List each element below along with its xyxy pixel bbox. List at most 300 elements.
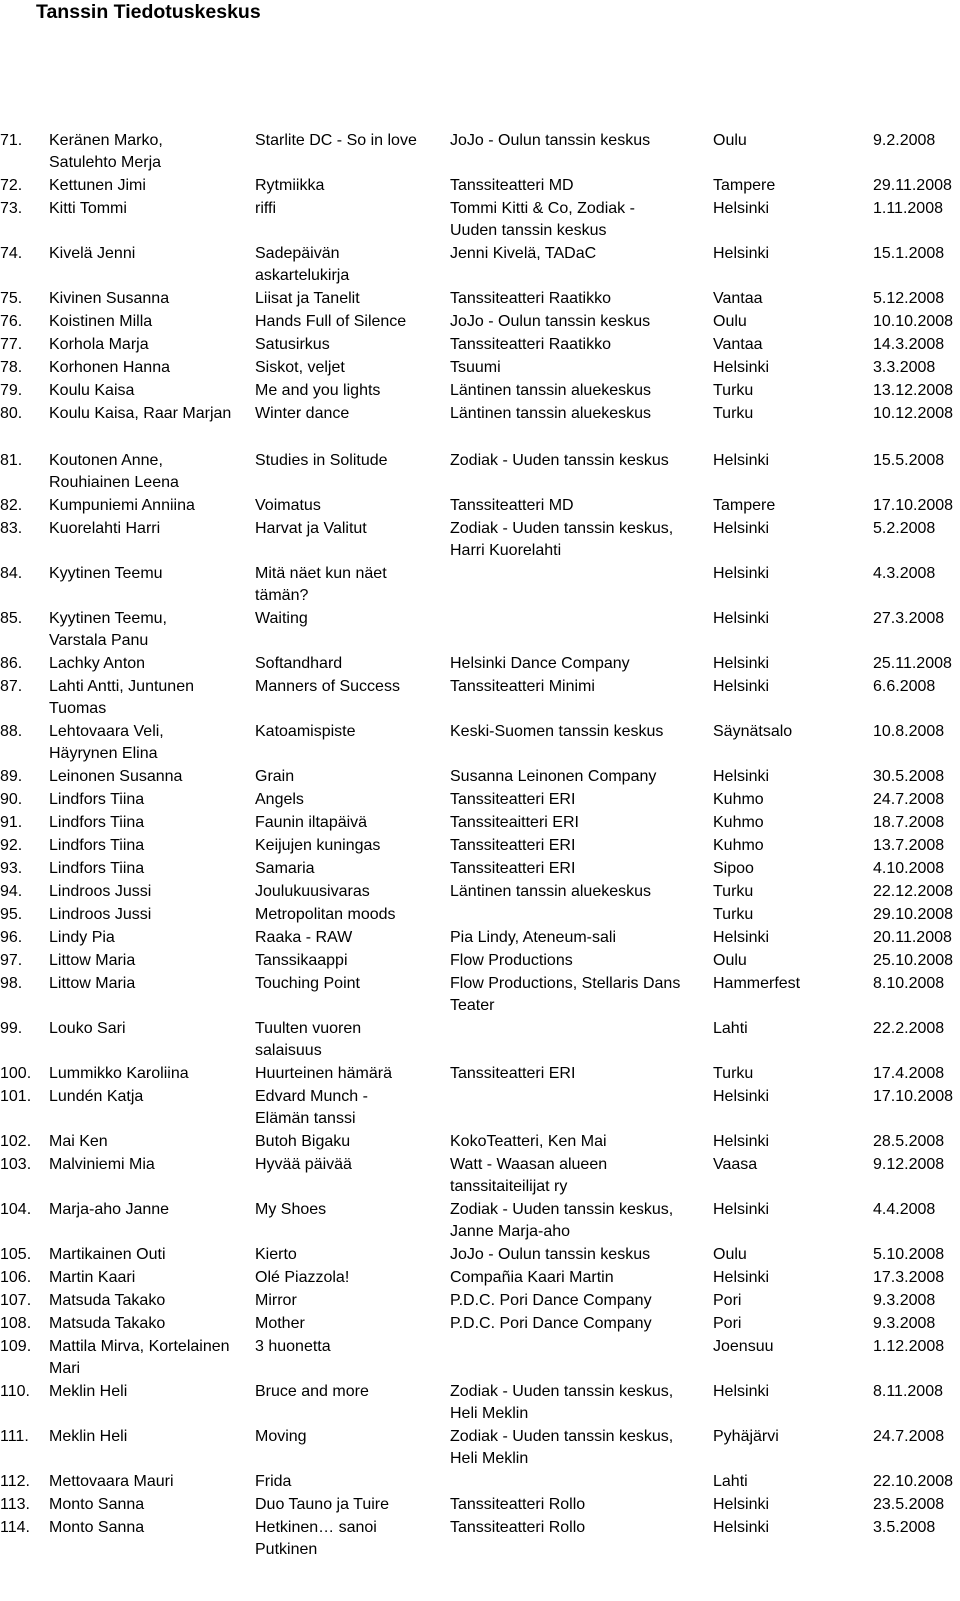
entry-organizer [450,130,710,152]
entry-work-title [255,973,443,995]
entry-date-line: 13.12.2008 [873,382,954,399]
entry-date [873,1267,958,1289]
entry-organizer [450,450,710,472]
entry-city [713,1154,843,1176]
entry-choreographer-line: Meklin Heli [49,1428,128,1445]
entry-date [873,1244,958,1266]
entry-work-title [255,495,443,517]
entry-work-title [255,518,443,540]
entry-date [873,608,958,630]
entry-city [713,198,843,220]
entry-date [873,653,958,675]
list-item [0,1018,960,1063]
entry-date [873,380,958,402]
entry-date-line: 9.2.2008 [873,132,936,149]
entry-organizer [450,721,710,743]
entry-number [0,1018,48,1040]
entry-choreographer [49,450,247,494]
entry-number [0,904,48,926]
entry-number-line: 104. [0,1201,32,1218]
entry-city-line: Hammerfest [713,975,801,992]
entry-choreographer-line: Martin Kaari [49,1269,136,1286]
entry-choreographer [49,676,247,720]
list-item [0,357,960,380]
entry-city-line: Oulu [713,952,747,969]
entry-choreographer [49,766,247,788]
list-item [0,1517,960,1562]
entry-work-title-line: Moving [255,1428,307,1445]
entry-organizer-line: Keski-Suomen tanssin keskus [450,723,664,740]
entry-date-line: 29.11.2008 [873,177,952,194]
entry-choreographer-line: Koistinen Milla [49,313,153,330]
entry-date [873,812,958,834]
entry-organizer-line: Heli Meklin [450,1405,529,1422]
entry-city-line: Helsinki [713,1201,770,1218]
entry-work-title [255,721,443,743]
entry-choreographer-line: Lindroos Jussi [49,883,152,900]
entry-date-line: 17.4.2008 [873,1065,945,1082]
entry-work-title-line: Kierto [255,1246,297,1263]
page-title: Tanssin Tiedotuskeskus [36,1,261,23]
entry-date-line: 23.5.2008 [873,1496,945,1513]
entry-work-title-line: Voimatus [255,497,321,514]
entry-city-line: Helsinki [713,1383,770,1400]
entry-city [713,334,843,356]
entry-date-line: 10.12.2008 [873,405,954,422]
entry-city [713,1018,843,1040]
entry-date-line: 17.10.2008 [873,497,954,514]
entry-work-title-line: Bruce and more [255,1383,369,1400]
entry-city-line: Oulu [713,132,747,149]
entry-choreographer-line: Littow Maria [49,975,136,992]
entry-work-title-line: Tanssikaappi [255,952,348,969]
entry-work-title-line: Elämän tanssi [255,1110,356,1127]
entry-choreographer-line: Mattila Mirva, Kortelainen [49,1338,230,1355]
performance-list [0,130,960,1562]
entry-work-title [255,1381,443,1403]
entry-choreographer [49,950,247,972]
entry-number-line: 73. [0,200,23,217]
entry-city [713,563,843,585]
list-item [0,766,960,789]
entry-work-title [255,198,443,220]
list-item [0,1494,960,1517]
entry-organizer-line: P.D.C. Pori Dance Company [450,1292,652,1309]
entry-work-title [255,1471,443,1493]
entry-date [873,1199,958,1221]
list-item [0,1244,960,1267]
entry-city [713,1063,843,1085]
entry-work-title [255,380,443,402]
entry-number [0,1063,48,1085]
entry-date-line: 14.3.2008 [873,336,945,353]
entry-choreographer-line: Kuorelahti Harri [49,520,161,537]
entry-date-line: 17.3.2008 [873,1269,945,1286]
entry-date [873,1381,958,1403]
entry-date [873,1018,958,1040]
entry-work-title [255,1018,443,1062]
entry-work-title [255,1336,443,1358]
entry-city [713,858,843,880]
entry-number-line: 99. [0,1020,23,1037]
entry-organizer-line: Susanna Leinonen Company [450,768,657,785]
entry-choreographer [49,1199,247,1221]
entry-organizer-line: Tanssiteatteri Rollo [450,1519,586,1536]
entry-work-title-line: riffi [255,200,277,217]
entry-organizer-line: Tanssiteatteri MD [450,497,574,514]
entry-choreographer [49,495,247,517]
entry-work-title-line: Touching Point [255,975,360,992]
entry-choreographer-line: Mettovaara Mauri [49,1473,174,1490]
entry-choreographer [49,243,247,265]
entry-work-title [255,1086,443,1130]
entry-choreographer [49,311,247,333]
entry-work-title [255,766,443,788]
entry-choreographer-line: Korhonen Hanna [49,359,170,376]
entry-city [713,495,843,517]
entry-work-title-line: Hands Full of Silence [255,313,407,330]
entry-number [0,334,48,356]
entry-number-line: 88. [0,723,23,740]
entry-city [713,380,843,402]
entry-city-line: Vantaa [713,336,763,353]
entry-number-line: 80. [0,405,23,422]
entry-choreographer [49,653,247,675]
entry-date [873,676,958,698]
list-item [0,881,960,904]
entry-work-title [255,243,443,287]
entry-city-line: Sipoo [713,860,754,877]
entry-number [0,835,48,857]
entry-number-line: 94. [0,883,23,900]
entry-organizer [450,380,710,402]
entry-organizer [450,198,710,242]
entry-date [873,789,958,811]
entry-city [713,1290,843,1312]
entry-work-title-line: Harvat ja Valitut [255,520,367,537]
entry-number [0,812,48,834]
entry-number-line: 90. [0,791,23,808]
entry-choreographer-line: Lindfors Tiina [49,814,145,831]
entry-city [713,518,843,540]
entry-number [0,1313,48,1335]
entry-organizer-line: Läntinen tanssin aluekeskus [450,883,652,900]
entry-choreographer [49,1290,247,1312]
entry-choreographer-line: Lindy Pia [49,929,115,946]
entry-work-title-line: Putkinen [255,1541,318,1558]
entry-number [0,518,48,540]
entry-organizer-line: Läntinen tanssin aluekeskus [450,382,652,399]
list-item [0,495,960,518]
entry-organizer [450,835,710,857]
entry-number [0,243,48,265]
entry-city [713,835,843,857]
entry-choreographer [49,357,247,379]
entry-choreographer [49,927,247,949]
entry-date-line: 25.10.2008 [873,952,954,969]
entry-work-title-line: Samaria [255,860,315,877]
entry-date [873,1426,958,1448]
entry-choreographer [49,1313,247,1335]
entry-date [873,403,958,425]
entry-organizer-line: Tanssiteatteri MD [450,177,574,194]
entry-work-title [255,175,443,197]
entry-organizer [450,1131,710,1153]
entry-choreographer-line: Mai Ken [49,1133,108,1150]
entry-organizer-line: Jenni Kivelä, TADaC [450,245,597,262]
entry-date [873,835,958,857]
entry-date-line: 4.10.2008 [873,860,945,877]
entry-city-line: Helsinki [713,452,770,469]
entry-number [0,1381,48,1403]
entry-date-line: 24.7.2008 [873,791,945,808]
entry-organizer-line: Zodiak - Uuden tanssin keskus, [450,520,674,537]
list-item [0,288,960,311]
entry-choreographer-line: Monto Sanna [49,1519,145,1536]
entry-choreographer-line: Häyrynen Elina [49,745,158,762]
entry-work-title-line: Winter dance [255,405,350,422]
entry-date [873,1313,958,1335]
entry-number [0,311,48,333]
entry-work-title [255,563,443,607]
entry-date-line: 15.1.2008 [873,245,945,262]
entry-work-title-line: Edvard Munch - [255,1088,368,1105]
entry-number [0,1426,48,1448]
entry-city-line: Helsinki [713,1519,770,1536]
entry-work-title [255,1063,443,1085]
entry-organizer-line: Tanssiteatteri Minimi [450,678,595,695]
entry-organizer-line: Tanssiteatteri ERI [450,1065,576,1082]
entry-number [0,766,48,788]
entry-work-title [255,950,443,972]
entry-organizer [450,311,710,333]
entry-choreographer [49,1381,247,1403]
entry-date-line: 9.3.2008 [873,1315,936,1332]
entry-number [0,1517,48,1539]
entry-number-line: 84. [0,565,23,582]
entry-city [713,812,843,834]
entry-choreographer-line: Rouhiainen Leena [49,474,179,491]
entry-number-line: 81. [0,452,23,469]
entry-city-line: Vaasa [713,1156,758,1173]
entry-choreographer-line: Lindfors Tiina [49,791,145,808]
entry-work-title-line: Softandhard [255,655,343,672]
entry-city-line: Turku [713,382,754,399]
entry-number-line: 85. [0,610,23,627]
entry-date [873,927,958,949]
entry-city [713,653,843,675]
entry-organizer-line: Heli Meklin [450,1450,529,1467]
entry-number [0,495,48,517]
entry-work-title [255,1154,443,1176]
entry-work-title-line: Olé Piazzola! [255,1269,350,1286]
entry-city [713,1336,843,1358]
entry-organizer-line: Tsuumi [450,359,501,376]
entry-date [873,450,958,472]
entry-number [0,198,48,220]
entry-choreographer-line: Kitti Tommi [49,200,127,217]
entry-date [873,881,958,903]
entry-work-title-line: Rytmiikka [255,177,325,194]
entry-number-line: 107. [0,1292,32,1309]
entry-date [873,904,958,926]
entry-choreographer [49,130,247,174]
list-item [0,403,960,426]
entry-date [873,311,958,333]
entry-organizer [450,175,710,197]
entry-organizer [450,1426,710,1470]
entry-choreographer [49,518,247,540]
entry-work-title [255,450,443,472]
entry-organizer [450,1063,710,1085]
entry-organizer-line: Teater [450,997,495,1014]
entry-choreographer-line: Lachky Anton [49,655,146,672]
entry-date [873,130,958,152]
entry-work-title [255,812,443,834]
entry-organizer [450,881,710,903]
entry-choreographer-line: Littow Maria [49,952,136,969]
list-item [0,334,960,357]
entry-date-line: 6.6.2008 [873,678,936,695]
entry-choreographer-line: Kyytinen Teemu [49,565,163,582]
entry-city-line: Pori [713,1315,742,1332]
entry-number-line: 97. [0,952,23,969]
entry-choreographer [49,1018,247,1040]
entry-organizer-line: Tanssiteatteri ERI [450,791,576,808]
list-item [0,1086,960,1131]
entry-work-title-line: Keijujen kuningas [255,837,381,854]
entry-work-title [255,334,443,356]
entry-choreographer-line: Kettunen Jimi [49,177,146,194]
entry-city [713,1244,843,1266]
entry-number-line: 96. [0,929,23,946]
entry-work-title-line: Mitä näet kun näet [255,565,387,582]
entry-choreographer [49,1154,247,1176]
entry-choreographer-line: Lundén Katja [49,1088,144,1105]
entry-date-line: 17.10.2008 [873,1088,954,1105]
entry-choreographer-line: Koulu Kaisa, Raar Marjan [49,405,232,422]
entry-number-line: 77. [0,336,23,353]
list-item [0,175,960,198]
entry-organizer [450,243,710,265]
list-item [0,1313,960,1336]
entry-city [713,130,843,152]
entry-date [873,1063,958,1085]
entry-organizer-line: Pia Lindy, Ateneum-sali [450,929,617,946]
entry-organizer [450,1381,710,1425]
entry-city [713,1517,843,1539]
entry-work-title-line: Mirror [255,1292,297,1309]
entry-number-line: 98. [0,975,23,992]
entry-number-line: 105. [0,1246,32,1263]
entry-city [713,1471,843,1493]
entry-date-line: 20.11.2008 [873,929,952,946]
entry-choreographer-line: Kyytinen Teemu, [49,610,167,627]
entry-organizer-line: Harri Kuorelahti [450,542,562,559]
entry-work-title-line: Duo Tauno ja Tuire [255,1496,390,1513]
entry-choreographer [49,403,247,425]
entry-work-title-line: Manners of Success [255,678,400,695]
entry-city-line: Helsinki [713,1088,770,1105]
list-item [0,450,960,495]
entry-number [0,676,48,698]
list-item [0,311,960,334]
entry-work-title [255,1244,443,1266]
entry-choreographer [49,334,247,356]
entry-number [0,563,48,585]
entry-city [713,1199,843,1221]
entry-date-line: 18.7.2008 [873,814,945,831]
entry-choreographer-line: Koulu Kaisa [49,382,135,399]
entry-date [873,243,958,265]
entry-date-line: 5.12.2008 [873,290,945,307]
entry-choreographer-line: Tuomas [49,700,107,717]
entry-number [0,608,48,630]
entry-date [873,1471,958,1493]
entry-city-line: Helsinki [713,245,770,262]
entry-number [0,927,48,949]
entry-city-line: Joensuu [713,1338,774,1355]
entry-date-line: 9.3.2008 [873,1292,936,1309]
entry-number [0,1336,48,1358]
list-item [0,380,960,403]
entry-choreographer-line: Leinonen Susanna [49,768,183,785]
entry-organizer-line: tanssitaiteilijat ry [450,1178,568,1195]
entry-city-line: Helsinki [713,520,770,537]
list-item [0,835,960,858]
list-item [0,676,960,721]
entry-city [713,721,843,743]
entry-organizer-line: JoJo - Oulun tanssin keskus [450,313,651,330]
entry-number [0,450,48,472]
entry-work-title-line: Hetkinen… sanoi [255,1519,377,1536]
list-item [0,1471,960,1494]
entry-choreographer-line: Koutonen Anne, [49,452,163,469]
entry-city [713,608,843,630]
entry-work-title-line: Metropolitan moods [255,906,396,923]
list-item [0,1426,960,1471]
entry-date [873,950,958,972]
entry-city-line: Helsinki [713,565,770,582]
entry-work-title-line: 3 huonetta [255,1338,331,1355]
entry-choreographer [49,288,247,310]
entry-city [713,950,843,972]
entry-choreographer-line: Mari [49,1360,81,1377]
entry-number [0,881,48,903]
entry-number [0,950,48,972]
entry-work-title-line: Hyvää päivää [255,1156,352,1173]
entry-city-line: Helsinki [713,1496,770,1513]
entry-city [713,175,843,197]
entry-number [0,1471,48,1493]
entry-date-line: 27.3.2008 [873,610,945,627]
entry-city [713,1381,843,1403]
entry-date [873,1086,958,1108]
entry-choreographer [49,175,247,197]
entry-choreographer [49,1471,247,1493]
entry-work-title-line: My Shoes [255,1201,327,1218]
entry-date [873,1154,958,1176]
entry-number-line: 106. [0,1269,32,1286]
entry-work-title [255,1313,443,1335]
entry-work-title-line: Frida [255,1473,292,1490]
list-item [0,927,960,950]
list-item [0,608,960,653]
list-item [0,563,960,608]
entry-date-line: 25.11.2008 [873,655,952,672]
entry-choreographer [49,812,247,834]
entry-organizer-line: Janne Marja-aho [450,1223,571,1240]
